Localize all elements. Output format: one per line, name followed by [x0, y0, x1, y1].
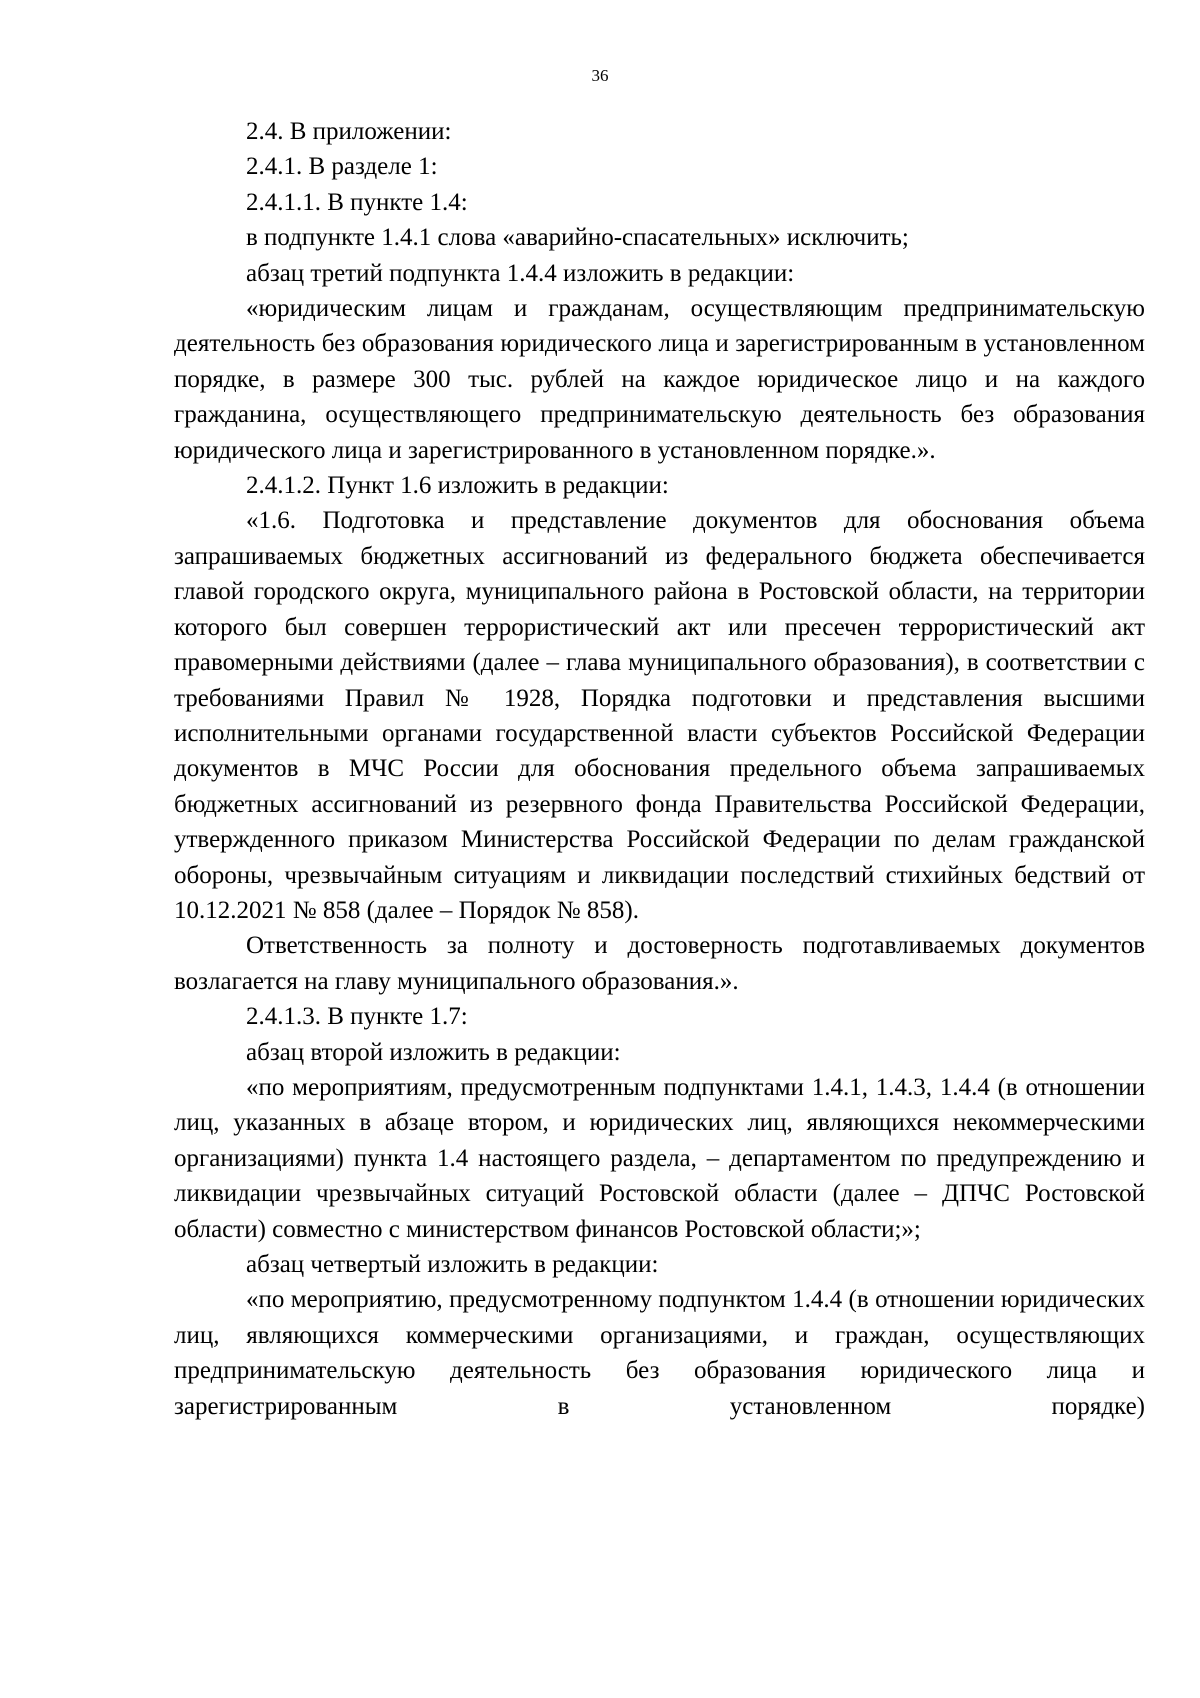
paragraph-2-4: 2.4. В приложении: [246, 118, 452, 145]
document-body [174, 114, 1145, 1424]
paragraph-second-abzac-intro: абзац второй изложить в редакции: [246, 1038, 621, 1066]
paragraph-second-abzac-text: «по мероприятиям, предусмотренным подпунктами 1.4.1, 1.4.3, 1.4.4 (в отношении лиц, указанных в абзаце втором, и юридических лиц, являющихся некоммерческими организациями) пункта 1.4 настоящего раздела, – департаментом по предупреждению и ликвидации чрезвычайных ситуаций Ростовской области (далее – ДПЧС Ростовской области) совместно с министерством финансов Ростовской области;»; [174, 1073, 1145, 1243]
paragraph-subpoint-1-4-1: в подпункте 1.4.1 слова «аварийно-спасательных» исключить; [246, 224, 909, 252]
paragraph-fourth-abzac-text: «по мероприятию, предусмотренному подпунктом 1.4.4 (в отношении юридических лиц, являющихся коммерческими организациями, и граждан, осуществляющих предпринимательскую деятельность без образования юридического лица и зарегистрированным в установленном порядке) [174, 1286, 1145, 1420]
paragraph-subpoint-1-4-4-intro: абзац третий подпункта 1.4.4 изложить в редакции: [246, 259, 795, 287]
paragraph-2-4-1-2: 2.4.1.2. Пункт 1.6 изложить в редакции: [246, 472, 669, 500]
paragraph-responsibility: Ответственность за полноту и достоверность подготавливаемых документов возлагается на главу муниципального образования.». [174, 932, 1145, 995]
paragraph-fourth-abzac-intro: абзац четвертый изложить в редакции: [246, 1251, 659, 1278]
paragraph-2-4-1-1: 2.4.1.1. В пункте 1.4: [246, 188, 468, 216]
paragraph-point-1-6-text: «1.6. Подготовка и представление документов для обоснования объема запрашиваемых бюджетных ассигнований из федерального бюджета обеспечивается главой городского округа, муниципального района в Ростовской области, на территории которого был совершен террористический акт или пресечен террористический акт правомерными действиями (далее – глава муниципального образования), в соответствии с требованиями Правил № 1928, Порядка подготовки и представления высшими исполнительными органами государственной власти субъектов Российской Федерации документов в МЧС России для обоснования предельного объема запрашиваемых бюджетных ассигнований из резервного фонда Правительства Российской Федерации, утвержденного приказом Министерства Российской Федерации по делам гражданской обороны, чрезвычайным ситуациям и ликвидации последствий стихийных бедствий от 10.12.2021 № 858 (далее – Порядок № 858). [174, 507, 1145, 924]
paragraph-2-4-1-3: 2.4.1.3. В пункте 1.7: [246, 1003, 468, 1031]
paragraph-subpoint-1-4-4-text: «юридическим лицам и гражданам, осуществляющим предпринимательскую деятельность без образования юридического лица и зарегистрированным в установленном порядке, в размере 300 тыс. рублей на каждое юридическое лицо и на каждого гражданина, осуществляющего предпринимательскую деятельность без образования юридического лица и зарегистрированного в установленном порядке.». [174, 295, 1145, 464]
page-number: 36 [591, 66, 609, 85]
paragraph-2-4-1: 2.4.1. В разделе 1: [246, 153, 438, 181]
